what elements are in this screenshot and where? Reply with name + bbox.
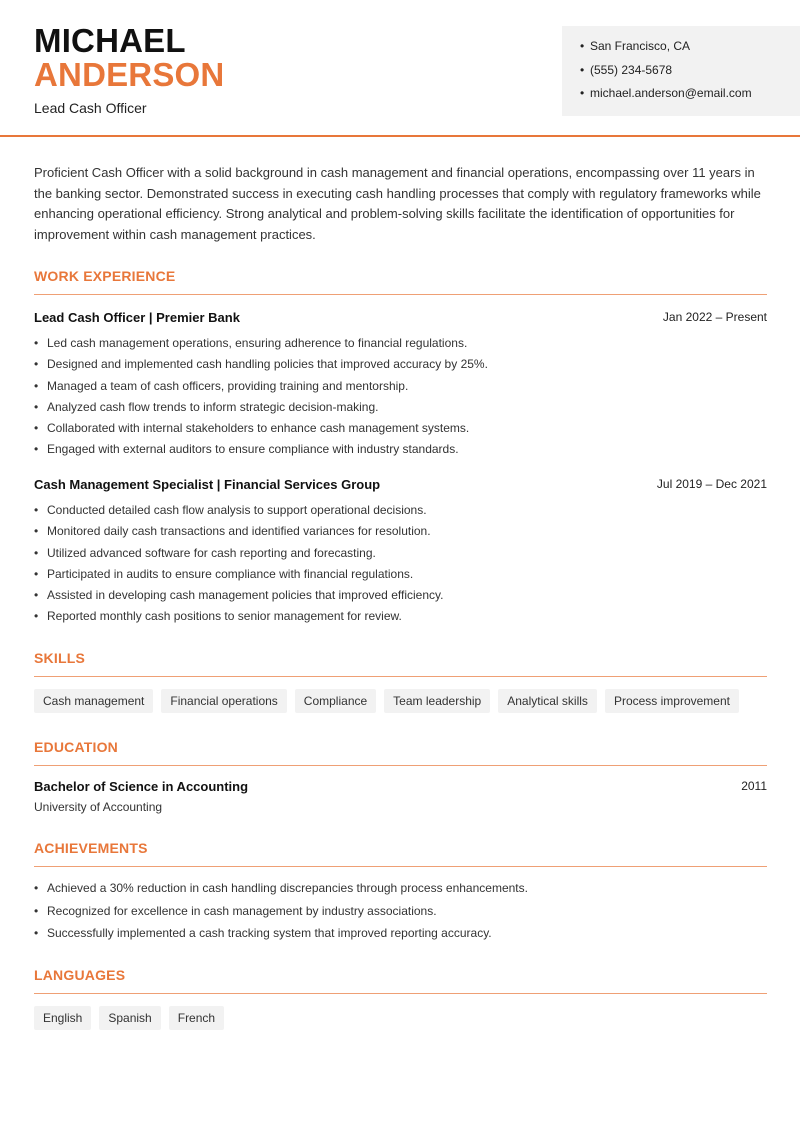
education-degree: Bachelor of Science in Accounting [34,779,249,794]
bullet-icon: • [34,378,39,393]
list-item [34,442,767,463]
bullet-icon: • [34,399,39,414]
bullet-text: Engaged with external auditors to ensure compliance with industry standards. [47,442,459,457]
job-bullets [34,503,767,631]
section-divider [34,866,767,867]
section-divider [34,294,767,295]
language-chip: French [169,1006,224,1030]
job-role: Lead Cash Officer | Premier Bank [34,310,240,325]
bullet-text: Designed and implemented cash handling policies that improved accuracy by 25%. [47,357,488,372]
job-header [34,477,767,495]
contact-phone [580,63,800,87]
job-dates: Jul 2019 – Dec 2021 [656,477,767,491]
bullet-icon: • [34,421,39,436]
achievements-list [34,881,767,949]
resume-header [0,0,800,137]
education-year: 2011 [741,779,767,793]
list-item [34,904,767,927]
section-title-work: WORK EXPERIENCE [34,268,176,284]
bullet-text: Monitored daily cash transactions and identified variances for resolution. [47,524,431,539]
bullet-text: Assisted in developing cash management policies that improved efficiency. [47,588,444,603]
bullet-icon: • [34,524,39,539]
job-title: Lead Cash Officer [34,100,147,116]
bullet-icon: • [34,566,39,581]
list-item [34,926,767,949]
language-chip: English [34,1006,91,1030]
list-item [34,881,767,904]
bullet-text: Analyzed cash flow trends to inform strategic decision-making. [47,399,379,414]
list-item [34,336,767,357]
bullet-text: Conducted detailed cash flow analysis to support operational decisions. [47,503,427,517]
bullet-icon: • [34,903,39,918]
section-title-languages: LANGUAGES [34,967,126,983]
contact-phone-text[interactable]: (555) 234-5678 [590,62,673,77]
bullet-text: Achieved a 30% reduction in cash handling discrepancies through process enhancements. [47,881,528,895]
bullet-text: Led cash management operations, ensuring adherence to financial regulations. [47,336,468,350]
bullet-icon: • [580,86,585,100]
bullet-text: Utilized advanced software for cash reporting and forecasting. [47,545,376,560]
section-title-education: EDUCATION [34,739,118,755]
languages-list [34,1006,224,1030]
bullet-text: Participated in audits to ensure compliance with financial regulations. [47,566,414,581]
list-item [34,546,767,567]
bullet-icon: • [34,609,39,624]
summary-paragraph: Proficient Cash Officer with a solid background in cash management and financial operations, encompassing over 11 years in the banking sector. Demonstrated success in executing cash handling processes that comply with regulatory frameworks while enhancing operational efficiency. Strong analytical and problem-solving skills facilitate the identification of opportunities for improvement within cash management practices. [34,165,761,243]
list-item [34,379,767,400]
skills-list [34,689,739,713]
skill-chip: Financial operations [161,689,286,713]
education-header [34,779,767,794]
education-school: University of Accounting [34,800,163,814]
job-dates: Jan 2022 – Present [662,310,767,324]
skill-chip: Compliance [295,689,376,713]
language-chip: Spanish [99,1006,160,1030]
first-name: MICHAEL [34,22,186,59]
bullet-text: Managed a team of cash officers, providing training and mentorship. [47,378,409,393]
bullet-icon: • [34,336,39,350]
bullet-icon: • [34,545,39,560]
list-item [34,421,767,442]
bullet-text: Recognized for excellence in cash management by industry associations. [47,903,437,918]
list-item [34,357,767,378]
bullet-icon: • [34,926,39,940]
bullet-icon: • [34,503,39,517]
skill-chip: Analytical skills [498,689,597,713]
list-item [34,524,767,545]
job-bullets [34,336,767,464]
bullet-icon: • [34,881,39,895]
bullet-icon: • [34,357,39,372]
bullet-icon: • [34,588,39,603]
skill-chip: Process improvement [605,689,739,713]
last-name: ANDERSON [34,56,225,93]
list-item [34,609,767,630]
contact-location [580,39,800,63]
section-divider [34,676,767,677]
contact-box [562,26,800,116]
bullet-text: Collaborated with internal stakeholders to enhance cash management systems. [47,421,470,436]
section-title-achievements: ACHIEVEMENTS [34,840,148,856]
bullet-text: Successfully implemented a cash tracking system that improved reporting accuracy. [47,926,492,940]
section-divider [34,993,767,994]
bullet-text: Reported monthly cash positions to senior management for review. [47,609,402,624]
list-item [34,503,767,524]
section-divider [34,765,767,766]
job-role: Cash Management Specialist | Financial Services Group [34,477,381,492]
bullet-icon: • [580,39,585,53]
contact-email [580,86,800,110]
bullet-icon: • [34,442,39,457]
bullet-icon: • [580,62,585,77]
list-item [34,588,767,609]
section-title-skills: SKILLS [34,650,85,666]
skill-chip: Team leadership [384,689,490,713]
skill-chip: Cash management [34,689,153,713]
list-item [34,567,767,588]
job-header [34,310,767,328]
contact-email-text[interactable]: michael.anderson@email.com [590,86,752,100]
list-item [34,400,767,421]
contact-location-text: San Francisco, CA [590,39,691,53]
